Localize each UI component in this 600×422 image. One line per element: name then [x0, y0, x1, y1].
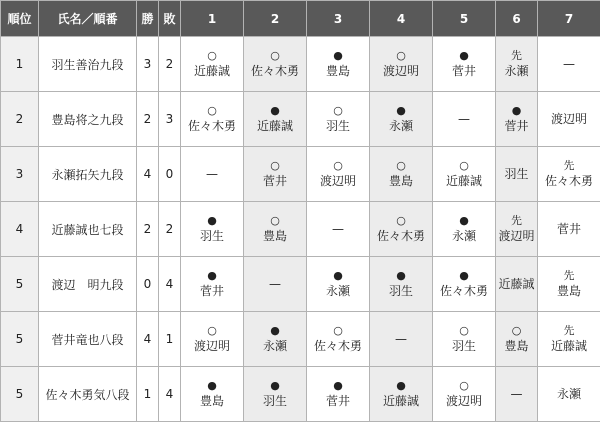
- wins-cell: 2: [137, 202, 159, 257]
- table-header: [1, 1, 600, 37]
- round-2-cell: [244, 202, 307, 257]
- round-1-cell: [181, 312, 244, 367]
- header-row: [1, 1, 600, 37]
- opponent-name: 近藤誠: [498, 277, 535, 291]
- opponent-name: 菅井: [199, 284, 224, 298]
- round-7-cell: [538, 312, 600, 367]
- rank-cell: 1: [1, 37, 39, 92]
- round-6-cell: [496, 257, 538, 312]
- opponent-name: 羽生: [388, 284, 413, 298]
- player-name: 永瀬拓矢九段: [39, 147, 137, 202]
- result-mark: ●: [207, 269, 217, 282]
- round-3-cell: [307, 202, 370, 257]
- table-row: [1, 257, 600, 312]
- opponent-name: —: [458, 112, 470, 126]
- opponent-name: 佐々木勇: [187, 119, 236, 133]
- round-4-cell: [370, 367, 433, 422]
- round-7-cell: [538, 367, 600, 422]
- round-3-cell: [307, 147, 370, 202]
- round-4-cell: [370, 92, 433, 147]
- round-3-cell: [307, 257, 370, 312]
- round-3-cell: [307, 367, 370, 422]
- round-4-cell: [370, 312, 433, 367]
- player-name: 羽生善治九段: [39, 37, 137, 92]
- round-3-cell: [307, 312, 370, 367]
- round-5-cell: [433, 202, 496, 257]
- opponent-name: 羽生: [504, 167, 529, 181]
- result-mark: ○: [333, 159, 343, 172]
- rank-cell: 4: [1, 202, 39, 257]
- result-mark: ○: [270, 49, 280, 62]
- round-5-cell: [433, 312, 496, 367]
- round-6-cell: [496, 147, 538, 202]
- opponent-name: 永瀬: [388, 119, 413, 133]
- table-row: [1, 147, 600, 202]
- opponent-name: 近藤誠: [256, 119, 293, 133]
- result-mark: ●: [270, 104, 280, 117]
- result-mark: ●: [207, 214, 217, 227]
- result-mark: 先: [511, 49, 522, 62]
- result-mark: ○: [396, 49, 406, 62]
- result-mark: 先: [563, 269, 575, 282]
- opponent-name: 近藤誠: [445, 174, 482, 188]
- round-4-cell: [370, 37, 433, 92]
- round-5-cell: [433, 367, 496, 422]
- result-mark: ○: [207, 49, 217, 62]
- player-name: 渡辺 明九段: [39, 257, 137, 312]
- result-mark: 先: [511, 214, 522, 227]
- round-6-cell: [496, 202, 538, 257]
- round-6-cell: [496, 312, 538, 367]
- opponent-name: 渡辺明: [193, 339, 230, 353]
- player-name: 近藤誠也七段: [39, 202, 137, 257]
- header-round-2: 2: [244, 1, 307, 37]
- rank-cell: 5: [1, 312, 39, 367]
- table-row: [1, 312, 600, 367]
- player-name: 菅井竜也八段: [39, 312, 137, 367]
- result-mark: ○: [511, 324, 522, 337]
- wins-cell: 3: [137, 37, 159, 92]
- opponent-name: 佐々木勇: [439, 284, 488, 298]
- header-round-1: 1: [181, 1, 244, 37]
- opponent-name: 羽生: [325, 119, 350, 133]
- opponent-name: 羽生: [451, 339, 476, 353]
- losses-cell: 4: [159, 367, 181, 422]
- opponent-name: 渡辺明: [445, 394, 482, 408]
- opponent-name: 渡辺明: [319, 174, 356, 188]
- result-mark: ○: [207, 324, 217, 337]
- losses-cell: 3: [159, 92, 181, 147]
- opponent-name: 菅井: [262, 174, 287, 188]
- result-mark: ○: [333, 104, 343, 117]
- round-5-cell: [433, 257, 496, 312]
- round-4-cell: [370, 147, 433, 202]
- opponent-name: 佐々木勇: [250, 64, 299, 78]
- opponent-name: 羽生: [199, 229, 224, 243]
- opponent-name: 永瀬: [451, 229, 476, 243]
- opponent-name: 渡辺明: [382, 64, 419, 78]
- round-2-cell: [244, 367, 307, 422]
- header-losses: 敗: [159, 1, 181, 37]
- round-7-cell: [538, 147, 600, 202]
- round-1-cell: [181, 367, 244, 422]
- round-1-cell: [181, 37, 244, 92]
- opponent-name: 羽生: [262, 394, 287, 408]
- round-2-cell: [244, 257, 307, 312]
- table-row: [1, 92, 600, 147]
- result-mark: ●: [459, 49, 469, 62]
- rank-cell: 3: [1, 147, 39, 202]
- opponent-name: —: [332, 222, 344, 236]
- result-mark: ●: [396, 379, 406, 392]
- table-row: [1, 37, 600, 92]
- header-round-4: 4: [370, 1, 433, 37]
- table-row: [1, 202, 600, 257]
- opponent-name: —: [395, 332, 407, 346]
- round-4-cell: [370, 257, 433, 312]
- round-2-cell: [244, 312, 307, 367]
- result-mark: ●: [333, 49, 343, 62]
- round-5-cell: [433, 92, 496, 147]
- header-round-6: 6: [496, 1, 538, 37]
- opponent-name: 菅井: [451, 64, 476, 78]
- round-1-cell: [181, 92, 244, 147]
- header-name: 氏名／順番: [39, 1, 137, 37]
- result-mark: ●: [333, 269, 343, 282]
- round-3-cell: [307, 92, 370, 147]
- result-mark: ●: [459, 269, 469, 282]
- round-2-cell: [244, 147, 307, 202]
- result-mark: ●: [396, 269, 406, 282]
- result-mark: ○: [396, 214, 406, 227]
- round-1-cell: [181, 147, 244, 202]
- opponent-name: 近藤誠: [193, 64, 230, 78]
- opponent-name: 近藤誠: [550, 339, 587, 353]
- rank-cell: 2: [1, 92, 39, 147]
- player-name: 豊島将之九段: [39, 92, 137, 147]
- round-2-cell: [244, 92, 307, 147]
- losses-cell: 0: [159, 147, 181, 202]
- losses-cell: 2: [159, 202, 181, 257]
- opponent-name: 佐々木勇: [313, 339, 362, 353]
- result-mark: 先: [563, 324, 575, 337]
- opponent-name: 豊島: [504, 339, 529, 353]
- losses-cell: 4: [159, 257, 181, 312]
- opponent-name: 佐々木勇: [544, 174, 593, 188]
- result-mark: ●: [511, 104, 522, 117]
- opponent-name: 渡辺明: [550, 112, 587, 126]
- table-body: [1, 37, 600, 422]
- header-rank: 順位: [1, 1, 39, 37]
- result-mark: ○: [270, 159, 280, 172]
- wins-cell: 4: [137, 147, 159, 202]
- round-7-cell: [538, 257, 600, 312]
- opponent-name: 近藤誠: [382, 394, 419, 408]
- opponent-name: 永瀬: [556, 387, 581, 401]
- result-mark: ○: [207, 104, 217, 117]
- round-5-cell: [433, 37, 496, 92]
- opponent-name: 豊島: [556, 284, 581, 298]
- round-7-cell: [538, 92, 600, 147]
- wins-cell: 0: [137, 257, 159, 312]
- opponent-name: 永瀬: [262, 339, 287, 353]
- opponent-name: 豊島: [388, 174, 413, 188]
- round-1-cell: [181, 257, 244, 312]
- wins-cell: 4: [137, 312, 159, 367]
- round-7-cell: [538, 37, 600, 92]
- result-mark: ○: [459, 159, 469, 172]
- opponent-name: 佐々木勇: [376, 229, 425, 243]
- result-mark: ●: [459, 214, 469, 227]
- opponent-name: 菅井: [556, 222, 581, 236]
- rank-cell: 5: [1, 257, 39, 312]
- round-1-cell: [181, 202, 244, 257]
- opponent-name: 豊島: [262, 229, 287, 243]
- opponent-name: —: [206, 167, 218, 181]
- opponent-name: 永瀬: [325, 284, 350, 298]
- opponent-name: 豊島: [199, 394, 224, 408]
- round-6-cell: [496, 92, 538, 147]
- opponent-name: 渡辺明: [498, 229, 535, 243]
- opponent-name: 菅井: [504, 119, 529, 133]
- player-name: 佐々木勇気八段: [39, 367, 137, 422]
- result-mark: 先: [563, 159, 575, 172]
- round-6-cell: [496, 37, 538, 92]
- opponent-name: 菅井: [325, 394, 350, 408]
- header-round-3: 3: [307, 1, 370, 37]
- opponent-name: 豊島: [325, 64, 350, 78]
- round-4-cell: [370, 202, 433, 257]
- opponent-name: 永瀬: [504, 64, 529, 78]
- result-mark: ●: [396, 104, 406, 117]
- result-mark: ○: [270, 214, 280, 227]
- opponent-name: —: [269, 277, 281, 291]
- result-mark: ○: [459, 324, 469, 337]
- opponent-name: —: [510, 387, 523, 401]
- wins-cell: 1: [137, 367, 159, 422]
- header-wins: 勝: [137, 1, 159, 37]
- losses-cell: 1: [159, 312, 181, 367]
- round-3-cell: [307, 37, 370, 92]
- result-mark: ○: [459, 379, 469, 392]
- table-row: [1, 367, 600, 422]
- round-5-cell: [433, 147, 496, 202]
- opponent-name: —: [563, 57, 575, 71]
- rank-cell: 5: [1, 367, 39, 422]
- result-mark: ●: [333, 379, 343, 392]
- result-mark: ○: [396, 159, 406, 172]
- header-round-7: 7: [538, 1, 600, 37]
- round-6-cell: [496, 367, 538, 422]
- result-mark: ●: [270, 324, 280, 337]
- result-mark: ●: [270, 379, 280, 392]
- wins-cell: 2: [137, 92, 159, 147]
- result-mark: ○: [333, 324, 343, 337]
- round-7-cell: [538, 202, 600, 257]
- header-round-5: 5: [433, 1, 496, 37]
- losses-cell: 2: [159, 37, 181, 92]
- result-mark: ●: [207, 379, 217, 392]
- round-2-cell: [244, 37, 307, 92]
